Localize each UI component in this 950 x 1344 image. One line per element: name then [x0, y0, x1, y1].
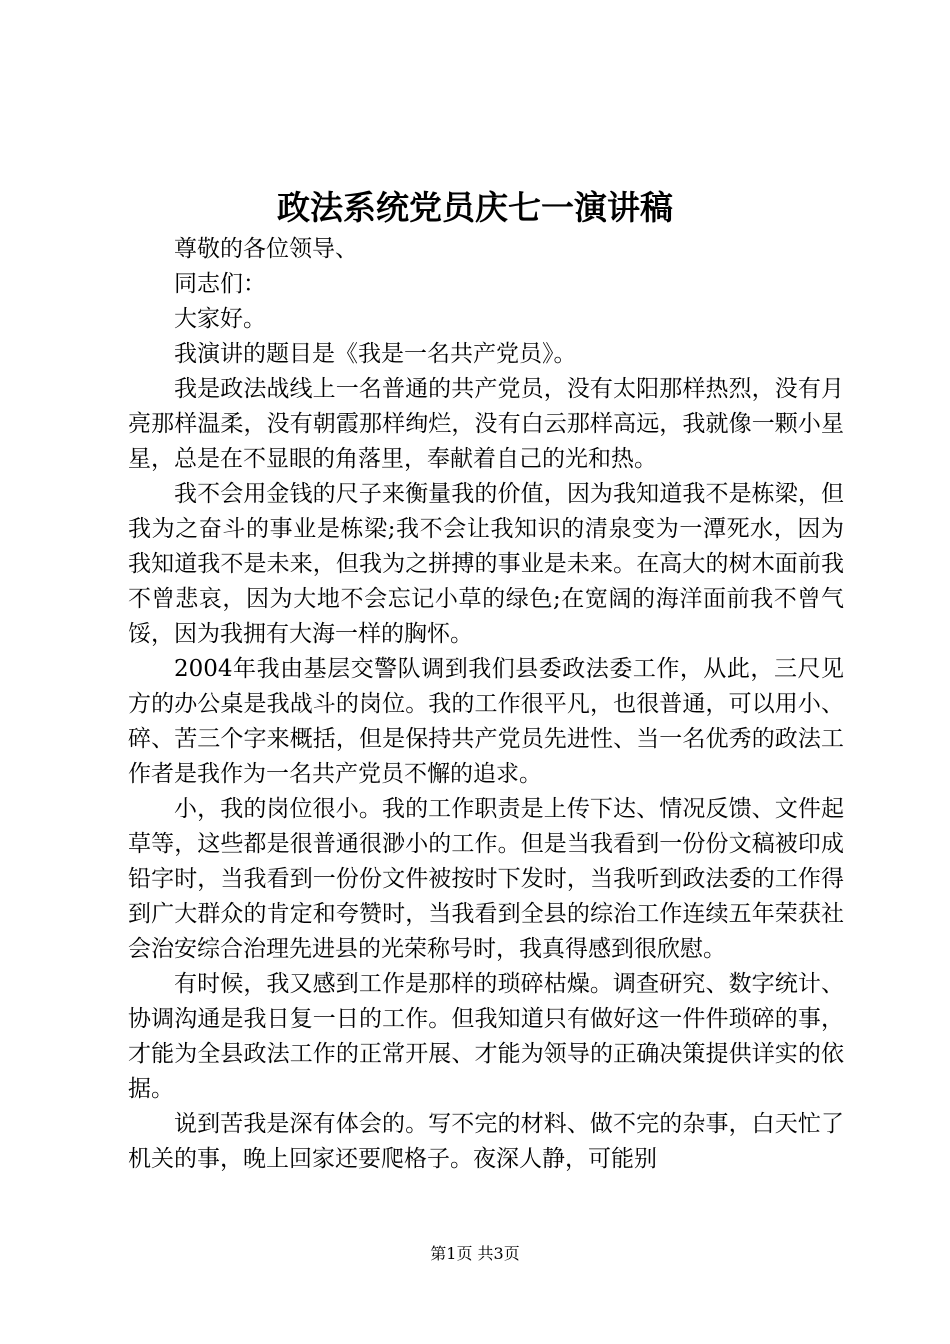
document-body	[128, 232, 844, 1177]
body-paragraph: 小，我的岗位很小。我的工作职责是上传下达、情况反馈、文件起草等，这些都是很普通很渺小的工作。但是当我看到一份份文稿被印成铅字时，当我看到一份份文件被按时下发时，当我听到政法委的工作得到广大群众的肯定和夸赞时，当我看到全县的综治工作连续五年荣获社会治安综合治理先进县的光荣称号时，我真得感到很欣慰。	[128, 796, 844, 962]
page-number-footer: 第1页 共3页	[430, 1244, 520, 1263]
greeting-line: 大家好。	[174, 306, 266, 332]
body-paragraph: 有时候，我又感到工作是那样的琐碎枯燥。调查研究、数字统计、协调沟通是我日复一日的工作。但我知道只有做好这一件件琐碎的事，才能为全县政法工作的正常开展、才能为领导的正确决策提供详实的依据。	[128, 971, 844, 1102]
body-paragraph: 2004年我由基层交警队调到我们县委政法委工作，从此，三尺见方的办公桌是我战斗的岗位。我的工作很平凡，也很普通，可以用小、碎、苦三个字来概括，但是保持共产党员先进性、当一名优秀的政法工作者是我作为一名共产党员不懈的追求。	[128, 656, 844, 787]
salutation-line: 同志们：	[174, 271, 266, 297]
salutation-line: 尊敬的各位领导、	[174, 236, 358, 262]
body-paragraph: 说到苦我是深有体会的。写不完的材料、做不完的杂事，白天忙了机关的事，晚上回家还要爬格子。夜深人静，可能别	[128, 1111, 844, 1172]
speech-topic-line: 我演讲的题目是《我是一名共产党员》。	[174, 341, 577, 367]
body-paragraph: 我不会用金钱的尺子来衡量我的价值，因为我知道我不是栋梁，但我为之奋斗的事业是栋梁;我不会让我知识的清泉变为一潭死水，因为我知道我不是未来，但我为之拼搏的事业是未来。在高大的树木面前我不曾悲哀，因为大地不会忘记小草的绿色;在宽阔的海洋面前我不曾气馁，因为我拥有大海一样的胸怀。	[128, 481, 844, 647]
page-title: 政法系统党员庆七一演讲稿	[277, 188, 673, 227]
body-paragraph: 我是政法战线上一名普通的共产党员，没有太阳那样热烈，没有月亮那样温柔，没有朝霞那样绚烂，没有白云那样高远，我就像一颗小星星，总是在不显眼的角落里，奉献着自己的光和热。	[128, 376, 844, 472]
